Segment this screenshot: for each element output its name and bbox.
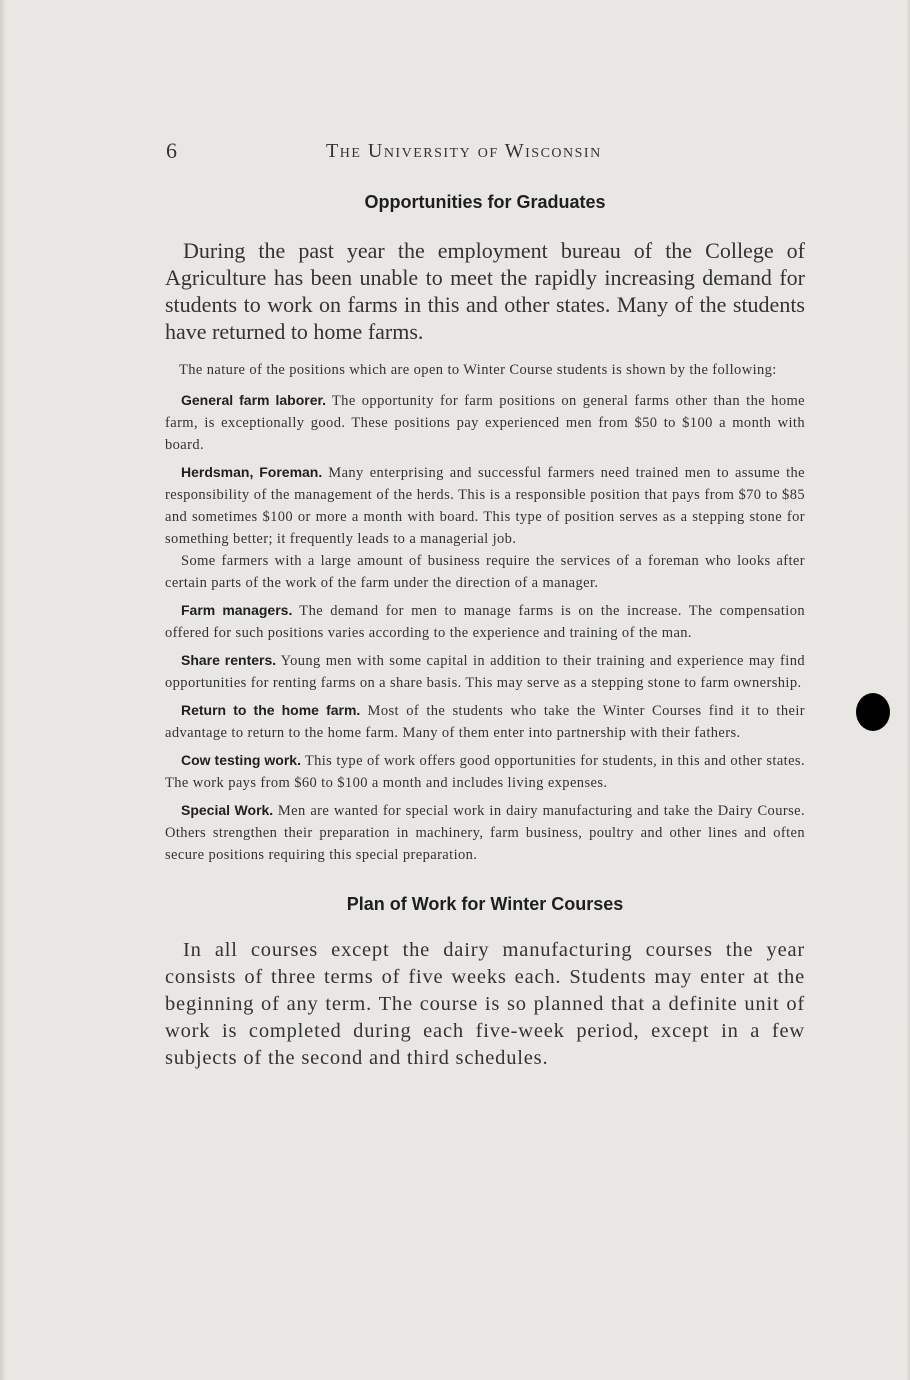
item-text: This type of work offers good opportunities for students, in this and other states. The work pays from $60 to $100 a month and includes living expenses.	[165, 753, 805, 791]
item-term: Special Work.	[181, 802, 274, 818]
running-title: The University of Wisconsin	[326, 140, 602, 162]
section-heading-plan: Plan of Work for Winter Courses	[346, 894, 624, 914]
item-text: The demand for men to manage farms is on the increase. The compensation offered for such positions varies according to the experience and training of the man.	[165, 603, 805, 641]
item-term: General farm laborer.	[181, 392, 327, 408]
page-header	[166, 138, 806, 168]
item-cow-testing	[165, 749, 805, 794]
plan-paragraph: In all courses except the dairy manufacturing courses the year consists of three terms of five weeks each. Students may enter at the beginning of any term. The course is so planned that a definite unit of work is completed during each five-week period, except in a few subjects of the second and third schedules.	[165, 939, 805, 1069]
item-return-home-farm	[165, 699, 805, 744]
lead-paragraph: The nature of the positions which are open to Winter Course students is shown by the following:	[179, 362, 777, 378]
item-special-work	[165, 799, 805, 866]
page-content	[165, 192, 805, 1072]
page-left-edge	[0, 0, 6, 1380]
page-right-edge	[906, 0, 910, 1380]
item-text: Most of the students who take the Winter Courses find it to their advantage to return to the home farm. Many of them enter into partnership with their fathers.	[165, 703, 805, 741]
item-general-farm-laborer	[165, 389, 805, 456]
section-heading-opportunities: Opportunities for Graduates	[364, 192, 606, 212]
item-term: Herdsman, Foreman.	[181, 464, 323, 480]
item-text: The opportunity for farm positions on general farms other than the home farm, is exceptionally good. These positions pay experienced men from $50 to $100 a month with board.	[165, 393, 805, 453]
intro-paragraph: During the past year the employment bureau of the College of Agriculture has been unable to meet the rapidly increasing demand for students to work on farms in this and other states. Many of the students have returned to home farms.	[165, 238, 805, 344]
item-term: Farm managers.	[181, 602, 293, 618]
item-term: Return to the home farm.	[181, 702, 361, 718]
page-number: 6	[166, 138, 177, 163]
item-text: Men are wanted for special work in dairy manufacturing and take the Dairy Course. Others strengthen their preparation in machinery, farm business, poultry and other lines and often secure positions requiring this special preparation.	[165, 803, 805, 863]
item-farm-managers	[165, 599, 805, 644]
binding-hole-mark	[856, 693, 890, 731]
item-term: Cow testing work.	[181, 752, 301, 768]
item-text: Many enterprising and successful farmers need trained men to assume the responsibility of the management of the herds. This is a responsible position that pays from $70 to $85 and sometimes $100 or more a month with board. This type of position serves as a stepping stone for something better; it frequently leads to a managerial job.	[165, 465, 806, 547]
item-term: Share renters.	[181, 652, 277, 668]
item-text: Young men with some capital in addition to their training and experience may find opportunities for renting farms on a share basis. This may serve as a stepping stone to farm ownership.	[165, 653, 805, 691]
item-foreman-note	[165, 550, 805, 594]
item-share-renters	[165, 649, 805, 694]
item-text: Some farmers with a large amount of business require the services of a foreman who looks after certain parts of the work of the farm under the direction of a manager.	[165, 553, 805, 591]
item-herdsman-foreman	[165, 461, 805, 550]
